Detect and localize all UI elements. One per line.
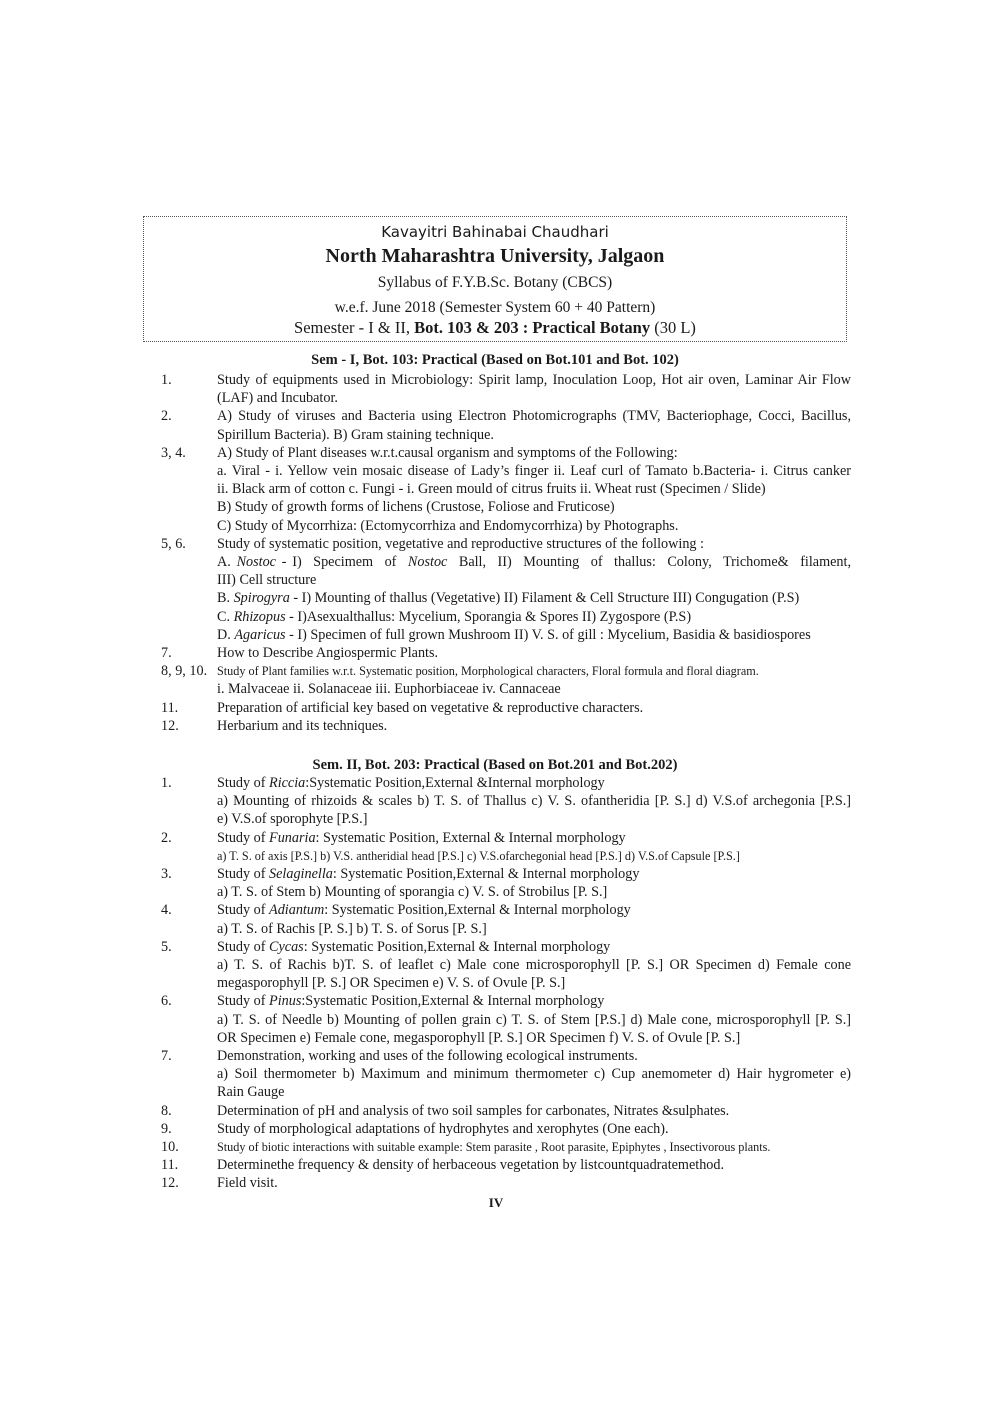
sem1-title: Sem - I, Bot. 103: Practical (Based on Bot.101 and Bot. 102) bbox=[311, 352, 679, 368]
list-item: 4. Study of Adiantum: Systematic Position,External & Internal morphology a) T. S. of Rachis [P. S.] b) T. S. of Sorus [P. S.] bbox=[161, 902, 631, 937]
list-item: 7. How to Describe Angiospermic Plants. bbox=[161, 645, 439, 662]
list-item: 2. Study of Funaria: Systematic Position, External & Internal morphology a) T. S. of axis [P.S.] b) V.S. antheridial head [P.S.] c) V.S.ofarchegonial head [P.S.] d) V.S.of Capsule [P.S.] bbox=[161, 829, 740, 863]
sem2-title: Sem. II, Bot. 203: Practical (Based on Bot.201 and Bot.202) bbox=[312, 757, 678, 773]
list-item: 11. Preparation of artificial key based on vegetative & reproductive characters. bbox=[161, 699, 644, 716]
list-item: 1. Study of Riccia:Systematic Position,External &Internal morphology a) Mounting of rhizoids & scales b) T. S. of Thallus c) V. S. ofantheridia [P. S.] d) V.S.of archegonia [P.S.] e) V.S.of sporophyte [P.S.] bbox=[161, 775, 851, 828]
sem2-list bbox=[0, 774, 992, 1193]
list-item: 12. Herbarium and its techniques. bbox=[161, 717, 388, 734]
list-item: 8, 9, 10. Study of Plant families w.r.t. Systematic position, Morphological characters, Floral formula and floral diagram. i. Malvaceae ii. Solanaceae iii. Euphorbiaceae iv. Cannaceae bbox=[161, 663, 759, 698]
list-item: 9. Study of morphological adaptations of hydrophytes and xerophytes (One each). bbox=[161, 1120, 669, 1137]
list-item: 8. Determination of pH and analysis of two soil samples for carbonates, Nitrates &sulphates. bbox=[161, 1102, 730, 1119]
list-item: 7. Demonstration, working and uses of the following ecological instruments. a) Soil thermometer b) Maximum and minimum thermometer c) Cup anemometer d) Hair hygrometer e) Rain Gauge bbox=[161, 1048, 851, 1101]
list-item: 2. A) Study of viruses and Bacteria using Electron Photomicrographs (TMV, Bacteriophage, Cocci, Bacillus, Spirillum Bacteria). B) Gram staining technique. bbox=[161, 408, 851, 443]
syllabus-header-box bbox=[143, 216, 847, 342]
course-title: Semester - I & II, Bot. 103 & 203 : Practical Botany (30 L) bbox=[294, 318, 696, 337]
list-item: 6. Study of Pinus:Systematic Position,External & Internal morphology a) T. S. of Needle b) Mounting of pollen grain c) T. S. of Stem [P.S.] d) Male cone, microsporophyll [P. S.] OR Specimen e) Female cone, megasporophyll [P. S.] OR Specimen f) V. S. of Ovule [P. S.] bbox=[161, 993, 851, 1046]
list-item: 3, 4. A) Study of Plant diseases w.r.t.causal organism and symptoms of the Following: a. Viral - i. Yellow vein mosaic disease of Lady’s finger ii. Leaf curl of Tamato b.Bacteria- i. Citrus canker ii. Black arm of cotton c. Fungi - i. Green mould of citrus fruits ii. Wheat rust (Specimen / Slide) B) Study of growth forms of lichens (Crustose, Foliose and Fruticose) C) Study of Mycorrhiza: (Ectomycorrhiza and Endomycorrhiza) by Photographs. bbox=[161, 444, 851, 534]
sem1-list bbox=[0, 371, 992, 735]
page-number: IV bbox=[488, 1195, 504, 1210]
poet-name: Kavayitri Bahinabai Chaudhari bbox=[381, 223, 609, 241]
list-item: 5. Study of Cycas: Systematic Position,External & Internal morphology a) T. S. of Rachis b)T. S. of leaflet c) Male cone microsporophyll [P. S.] OR Specimen d) Female cone megasporophyll [P. S.] OR Specimen e) V. S. of Ovule [P. S.] bbox=[161, 938, 851, 992]
list-item: 11. Determinethe frequency & density of herbaceous vegetation by listcountquadratemethod. bbox=[161, 1157, 725, 1174]
effective-date: w.e.f. June 2018 (Semester System 60 + 40 Pattern) bbox=[334, 299, 656, 316]
list-item: 10. Study of biotic interactions with suitable example: Stem parasite , Root parasite, Epiphytes , Insectivorous plants. bbox=[161, 1139, 771, 1156]
syllabus-title: Syllabus of F.Y.B.Sc. Botany (CBCS) bbox=[377, 274, 613, 291]
university-name: North Maharashtra University, Jalgaon bbox=[325, 245, 665, 267]
list-item: 3. Study of Selaginella: Systematic Position,External & Internal morphology a) T. S. of Stem b) Mounting of sporangia c) V. S. of Strobilus [P. S.] bbox=[161, 866, 640, 901]
list-item: 5, 6. Study of systematic position, vegetative and reproductive structures of the following : A. Nostoc - I) Specimem of Nostoc Ball, II) Mounting of thallus: Colony, Trichome& filament, III) Cell structure B. Spirogyra - I) Mounting of thallus (Vegetative) II) Filament & Cell Structure III) Congugation (P.S) C. Rhizopus - I)Asexualthallus: Mycelium, Sporangia & Spores II) Zygospore (P.S) D. Agaricus - I) Specimen of full grown Mushroom II) V. S. of gill : Mycelium, Basidia & basidiospores bbox=[161, 535, 852, 643]
list-item: 1. Study of equipments used in Microbiology: Spirit lamp, Inoculation Loop, Hot air oven, Laminar Air Flow (LAF) and Incubator. bbox=[161, 372, 851, 407]
list-item: 12. Field visit. bbox=[161, 1175, 278, 1192]
